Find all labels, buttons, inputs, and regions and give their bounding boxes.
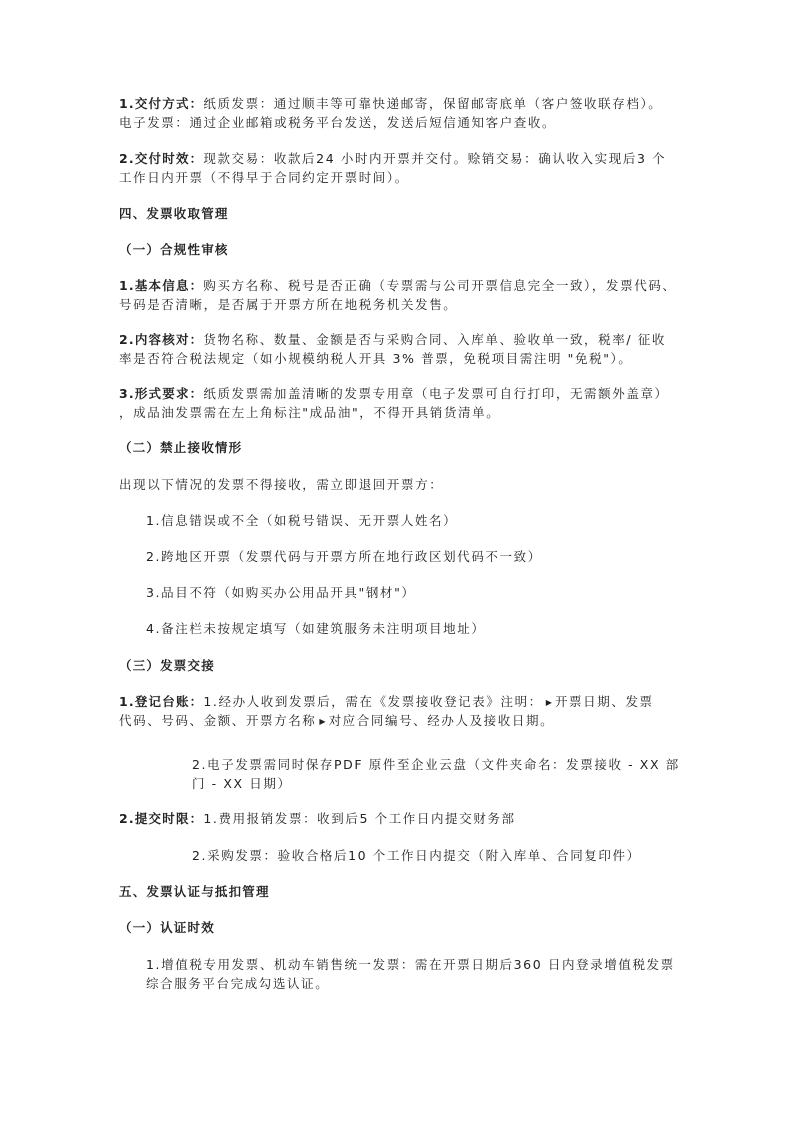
section4-sub3-title: （三）发票交接 (119, 658, 215, 673)
submit-line2: 2.采购发票：验收合格后10 个工作日内提交（附入库单、合同复印件） (192, 848, 641, 863)
format-req-line1 (119, 386, 669, 402)
cert-line1: 1.增值税专用发票、机动车销售统一发票：需在开票日期后360 日内登录增值税发票 (146, 957, 675, 972)
format-req-text1: 纸质发票需加盖清晰的发票专用章（电子发票可自行打印，无需额外盖章） (203, 386, 669, 401)
register-sub-line2: 门 - XX 日期） (192, 776, 292, 791)
section5-title: 五、发票认证与抵扣管理 (119, 884, 270, 899)
prohibited-item-4: 4.备注栏未按规定填写（如建筑服务未注明项目地址） (146, 621, 486, 636)
basic-info-text1: 购买方名称、税号是否正确（专票需与公司开票信息完全一致），发票代码、 (203, 278, 677, 293)
format-req-line2: ，成品油发票需在左上角标注"成品油"，不得开具销货清单。 (119, 405, 501, 420)
register-text2b: 对应合同编号、经办人及接收日期。 (328, 713, 555, 728)
delivery-time-line1 (119, 151, 666, 167)
content-check-line1 (119, 332, 666, 348)
section4-sub2-title: （二）禁止接收情形 (119, 440, 243, 455)
content-check-text1: 货物名称、数量、金额是否与采购合同、入库单、验收单一致，税率/ 征收 (203, 332, 666, 347)
basic-info-line1 (119, 278, 677, 294)
submit-line1 (119, 811, 516, 827)
triangle-right-icon: ▶ (319, 717, 326, 726)
section5-sub1-title: （一）认证时效 (119, 920, 215, 935)
register-text1b: 开票日期、发票 (554, 694, 654, 709)
delivery-method-line2: 电子发票：通过企业邮箱或税务平台发送，发送后短信通知客户查收。 (119, 115, 557, 130)
register-line1 (119, 694, 654, 711)
prohibited-item-3: 3.品目不符（如购买办公用品开具"钢材"） (146, 585, 416, 600)
prohibited-intro: 出现以下情况的发票不得接收，需立即退回开票方： (119, 477, 444, 492)
format-req-label: 3.形式要求： (119, 386, 204, 401)
register-line2 (119, 713, 554, 730)
delivery-method-label: 1.交付方式： (119, 96, 204, 111)
delivery-method-line1 (119, 96, 662, 112)
register-sub-line1: 2.电子发票需同时保存PDF 原件至企业云盘（文件夹命名：发票接收 - XX 部 (192, 757, 680, 772)
content-check-label: 2.内容核对： (119, 332, 204, 347)
submit-text1: 1.费用报销发票：收到后5 个工作日内提交财务部 (203, 811, 516, 826)
basic-info-label: 1.基本信息： (119, 278, 204, 293)
delivery-time-label: 2.交付时效： (119, 151, 204, 166)
register-text1a: 1.经办人收到发票后，需在《发票接收登记表》注明： (203, 694, 543, 709)
prohibited-item-2: 2.跨地区开票（发票代码与开票方所在地行政区划代码不一致） (146, 549, 542, 564)
delivery-method-text1: 纸质发票：通过顺丰等可靠快递邮寄，保留邮寄底单（客户签收联存档）。 (203, 96, 663, 111)
register-label: 1.登记台账： (119, 694, 204, 709)
register-text2a: 代码、号码、金额、开票方名称 (119, 713, 317, 728)
cert-line2: 综合服务平台完成勾选认证。 (146, 976, 330, 991)
prohibited-item-1: 1.信息错误或不全（如税号错误、无开票人姓名） (146, 513, 458, 528)
section4-title: 四、发票收取管理 (119, 206, 229, 221)
delivery-time-text1: 现款交易：收款后24 小时内开票并交付。赊销交易：确认收入实现后3 个 (203, 151, 667, 166)
content-check-line2: 率是否符合税法规定（如小规模纳税人开具 3% 普票，免税项目需注明 "免税"）。 (119, 351, 633, 366)
triangle-right-icon: ▶ (545, 698, 552, 707)
submit-label: 2.提交时限： (119, 811, 204, 826)
delivery-time-line2: 工作日内开票（不得早于合同约定开票时间）。 (119, 170, 409, 185)
basic-info-line2: 号码是否清晰，是否属于开票方所在地税务机关发售。 (119, 297, 458, 312)
section4-sub1-title: （一）合规性审核 (119, 242, 229, 257)
